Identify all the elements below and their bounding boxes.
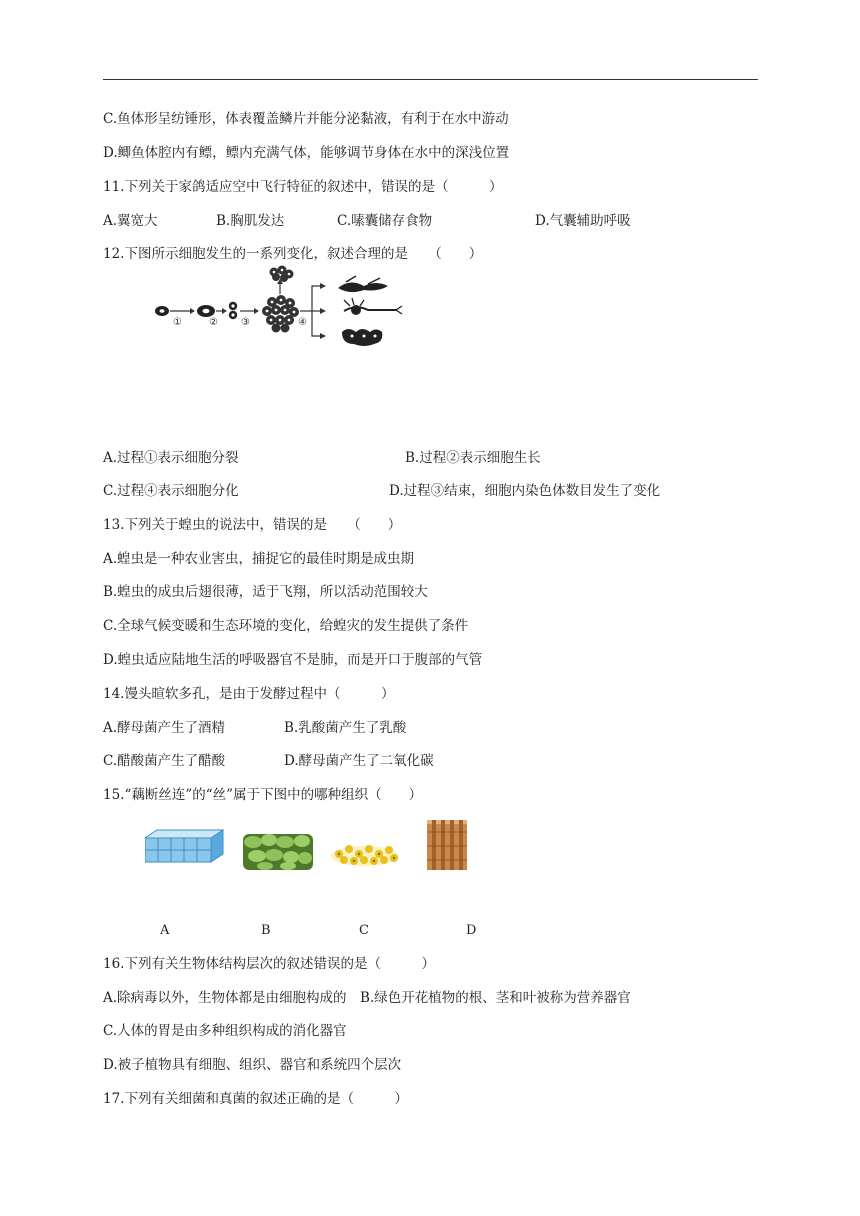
question-14-option-c: C.醋酸菌产生了醋酸 bbox=[103, 753, 226, 769]
tissue-c-image bbox=[331, 845, 399, 866]
tissue-label-b: B bbox=[261, 923, 271, 938]
tissue-d-image bbox=[427, 820, 467, 870]
question-15-stem: 15.“藕断丝连”的“丝”属于下图中的哪种组织（ ） bbox=[103, 787, 423, 803]
tissue-label-a: A bbox=[160, 923, 170, 938]
question-14-option-b: B.乳酸菌产生了乳酸 bbox=[284, 720, 407, 736]
question-11-option-d: D.气囊辅助呼吸 bbox=[535, 213, 631, 229]
question-13-stem: 13.下列关于蝗虫的说法中，错误的是 （ ） bbox=[103, 517, 402, 533]
question-16-options-ab: A.除病毒以外，生物体都是由细胞构成的 B.绿色开花植物的根、茎和叶被称为营养器官 bbox=[103, 990, 631, 1006]
question-10-option-d: D.鲫鱼体腔内有鳔，鳔内充满气体，能够调节身体在水中的深浅位置 bbox=[103, 145, 510, 161]
tissue-a-image bbox=[145, 830, 223, 862]
question-14-stem: 14.馒头暄软多孔，是由于发酵过程中（ ） bbox=[103, 686, 395, 702]
question-14-option-d: D.酵母菌产生了二氧化碳 bbox=[284, 753, 434, 769]
question-11-option-c: C.嗉囊储存食物 bbox=[337, 213, 433, 229]
cell-cluster bbox=[262, 295, 299, 333]
tissue-diagram bbox=[145, 818, 475, 876]
question-16-option-c: C.人体的胃是由多种组织构成的消化器官 bbox=[103, 1023, 347, 1039]
tissue-label-c: C bbox=[359, 923, 369, 938]
question-14-option-a: A.酵母菌产生了酒精 bbox=[103, 720, 226, 736]
top-cell-group bbox=[270, 266, 294, 283]
question-10-option-c: C.鱼体形呈纺锤形，体表覆盖鳞片并能分泌黏液，有利于在水中游动 bbox=[103, 111, 509, 127]
step-3-label: ③ bbox=[241, 317, 250, 328]
tissue-b-image bbox=[243, 834, 313, 870]
muscle-tissue-cells bbox=[338, 276, 388, 292]
question-11-option-b: B.胸肌发达 bbox=[216, 213, 285, 229]
question-12-option-c: C.过程④表示细胞分化 bbox=[103, 483, 239, 499]
cell-change-diagram bbox=[150, 262, 420, 350]
question-11-option-a: A.翼宽大 bbox=[103, 213, 158, 229]
step-1-label: ① bbox=[173, 317, 182, 328]
question-13-option-c: C.全球气候变暖和生态环境的变化，给蝗灾的发生提供了条件 bbox=[103, 618, 469, 634]
tissue-label-d: D bbox=[466, 923, 477, 938]
single-cell bbox=[155, 306, 169, 316]
question-16-option-d: D.被子植物具有细胞、组织、器官和系统四个层次 bbox=[103, 1057, 402, 1073]
step-2-label: ② bbox=[209, 317, 218, 328]
epithelial-cells bbox=[342, 329, 382, 346]
question-12-option-a: A.过程①表示细胞分裂 bbox=[103, 450, 239, 466]
question-12-stem: 12.下图所示细胞发生的一系列变化，叙述合理的是 （ ） bbox=[103, 246, 483, 262]
question-12-option-b: B.过程②表示细胞生长 bbox=[405, 450, 541, 466]
step-4-label: ④ bbox=[298, 317, 307, 328]
question-16-stem: 16.下列有关生物体结构层次的叙述错误的是（ ） bbox=[103, 956, 435, 972]
nerve-cell bbox=[344, 298, 402, 315]
dividing-cells bbox=[229, 302, 237, 319]
question-11-stem: 11.下列关于家鸽适应空中飞行特征的叙述中，错误的是（ ） bbox=[103, 179, 503, 195]
header-rule bbox=[103, 79, 758, 80]
question-17-stem: 17.下列有关细菌和真菌的叙述正确的是（ ） bbox=[103, 1091, 408, 1107]
question-12-option-d: D.过程③结束，细胞内染色体数目发生了变化 bbox=[389, 483, 661, 499]
question-13-option-a: A.蝗虫是一种农业害虫，捕捉它的最佳时期是成虫期 bbox=[103, 551, 415, 567]
question-13-option-b: B.蝗虫的成虫后翅很薄，适于飞翔，所以活动范围较大 bbox=[103, 584, 428, 600]
growing-cell bbox=[197, 305, 215, 317]
question-13-option-d: D.蝗虫适应陆地生活的呼吸器官不是肺，而是开口于腹部的气管 bbox=[103, 652, 483, 668]
